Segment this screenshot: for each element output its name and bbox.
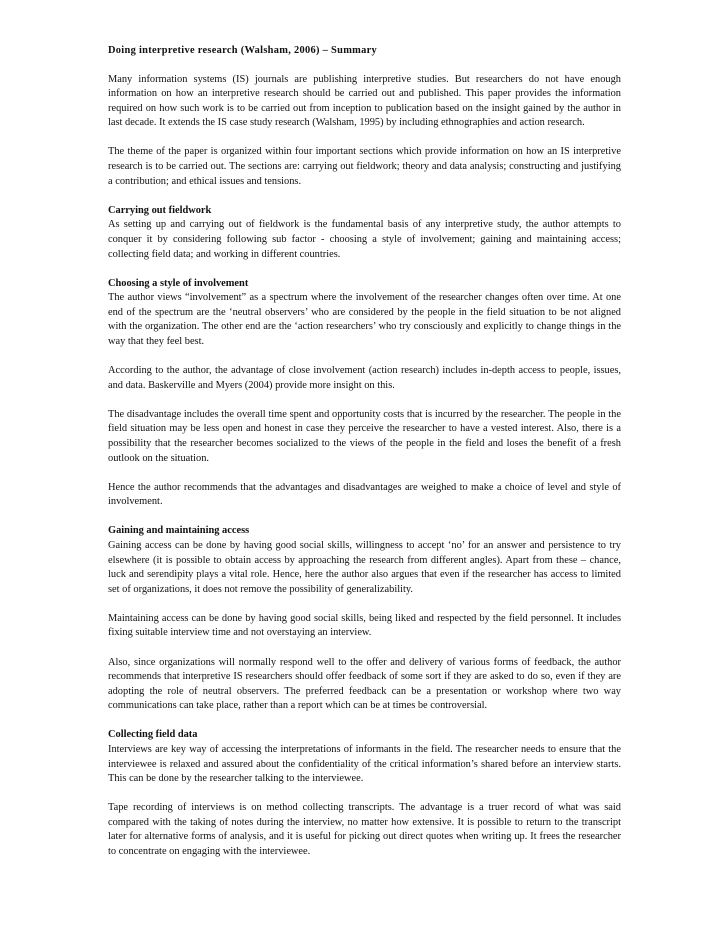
section-paragraph: Hence the author recommends that the advantages and disadvantages are weighed to make a choice of level and style of involvement.: [108, 481, 621, 508]
section-paragraph: Also, since organizations will normally respond well to the offer and delivery of various forms of feedback, the author recommends that interpretive IS researchers should offer feedback of some sort if they are asked to do so, even if they are adopting the role of neutral observers. The preferred feedback can be a presentation or workshop where two way communications can take place, rather than a report which can be at times be controversial.: [108, 656, 621, 712]
section-paragraph: Maintaining access can be done by having good social skills, being liked and respected by the field personnel. It includes fixing suitable interview time and not overstaying an interview.: [108, 612, 621, 639]
section-paragraph: Tape recording of interviews is on method collecting transcripts. The advantage is a truer record of what was said compared with the taking of notes during the interview, no matter how extensive. It is possible to return to the transcript later for alternative forms of analysis, and it is useful for picking out direct quotes when writing up. It frees the researcher to concentrate on engaging with the interviewee.: [108, 802, 621, 858]
section-paragraph: Interviews are key way of accessing the interpretations of informants in the field. The researcher needs to ensure that the interviewee is relaxed and assured about the confidentiality of the critical information’s shared before an interview starts. This can be done by the researcher talking to the interviewee.: [108, 743, 621, 785]
section-paragraph: As setting up and carrying out of fieldwork is the fundamental basis of any interpretive study, the author attempts to conquer it by considering following sub factor - choosing a style of involvement; gaining and maintaining access; collecting field data; and working in different countries.: [108, 219, 621, 260]
document-title: Doing interpretive research (Walsham, 2006) – Summary: [108, 45, 378, 56]
section-paragraph: According to the author, the advantage of close involvement (action research) includes in-depth access to people, issues, and data. Baskerville and Myers (2004) provide more insight on this.: [108, 365, 621, 391]
section-paragraph: The author views “involvement” as a spectrum where the involvement of the researcher changes often over time. At one end of the spectrum are the ‘neutral observers’ who are considered by the people in the field situation to be not aligned with the organization. The other end are the ‘action researchers’ who try consciously and explicitly to change things in the way that they feel best.: [108, 292, 621, 347]
intro-paragraph-2: The theme of the paper is organized within four important sections which provide information on how an IS interpretive research is to be carried out. The sections are: carrying out fieldwork; theory and data analysis; constructing and justifying a contribution; and ethical issues and tensions.: [108, 146, 621, 187]
section-heading-carrying-out-fieldwork: Carrying out fieldwork: [108, 204, 212, 216]
section-paragraph: Gaining access can be done by having good social skills, willingness to accept ‘no’ for an answer and persistence to try elsewhere (it is possible to obtain access by approaching the research from different angles). Apart from these – chance, luck and serendipity plays a vital role. Hence, here the author also argues that even if the researcher has access to limited set of organizations, it does not remove the possibility of generalizability.: [108, 539, 621, 595]
section-heading-gaining-and-maintaining-access: Gaining and maintaining access: [108, 525, 250, 537]
section-paragraph: The disadvantage includes the overall time spent and opportunity costs that is incurred by the researcher. The people in the field situation may be less open and honest in case they perceive the researcher to have a vested interest. Also, there is a possibility that the researcher becomes socialized to the views of the people in the field and loses the benefit of a fresh outlook on the situation.: [108, 408, 621, 464]
section-heading-collecting-field-data: Collecting field data: [108, 729, 198, 741]
document-page: [108, 44, 621, 874]
section-heading-choosing-style-of-involvement: Choosing a style of involvement: [108, 277, 249, 289]
intro-paragraph-1: Many information systems (IS) journals are publishing interpretive studies. But researchers do not have enough information on how an interpretive research should be carried out and published. This paper provides the information required on how such work is to be carried out from inception to publication based on the insight gained by the author in last decade. It extends the IS case study research (Walsham, 1995) by including ethnographies and action research.: [108, 73, 621, 129]
